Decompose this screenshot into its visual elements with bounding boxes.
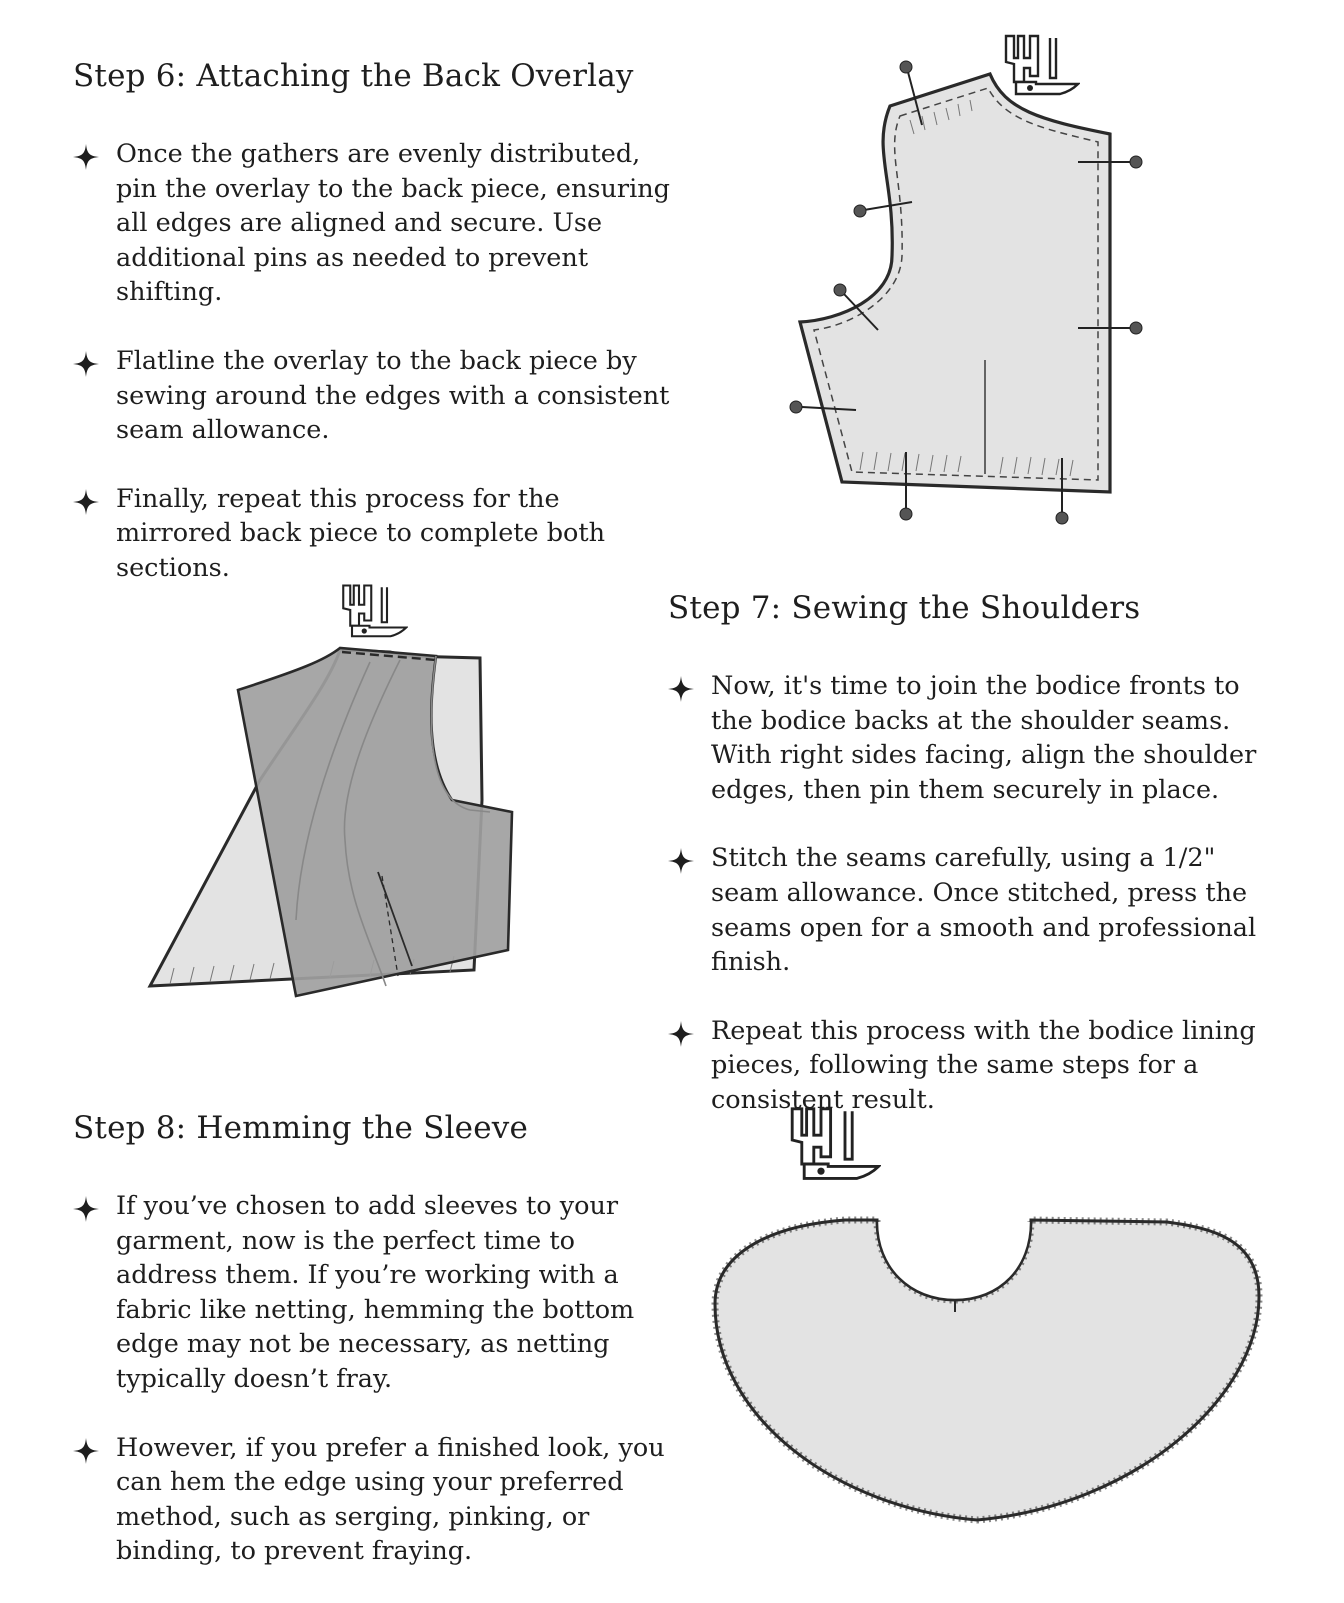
bullet-text: If you’ve chosen to add sleeves to your garment, now is the perfect time to address them. If you’re working with a fabric like netting, hemming the bottom edge may not be necessary, as netting typically doesn’t fray. [116,1191,635,1394]
four-point-star-icon [668,676,694,702]
four-point-star-icon [73,1196,99,1222]
step-7-bullet-2 [668,841,1268,979]
back-overlay-illustration [800,30,1180,550]
step-8-title: Step 8: Hemming the Sleeve [73,1110,529,1146]
step-7-bullet-3 [668,1014,1268,1118]
sewing-presser-foot-icon [1006,36,1078,94]
step-7-bullet-1 [668,669,1268,807]
step-8-bullet-1 [73,1189,673,1397]
step-8-bullet-list [73,1189,673,1569]
step-7-section [668,590,1268,1152]
bullet-text: However, if you prefer a finished look, you can hem the edge using your preferred method, such as serging, pinking, or binding, to prevent fraying. [116,1432,665,1567]
step-6-bullet-2 [73,344,673,448]
sleeve-hem-illustration [705,1118,1265,1548]
four-point-star-icon [73,351,99,377]
step-6-title: Step 6: Attaching the Back Overlay [73,58,634,94]
step-6-bullet-3 [73,482,673,586]
four-point-star-icon [73,489,99,515]
step-8-bullet-2 [73,1431,673,1569]
four-point-star-icon [668,1021,694,1047]
sewing-presser-foot-icon [792,1109,878,1179]
bullet-text: Finally, repeat this process for the mirrored back piece to complete both sections. [116,483,606,583]
bullet-text: Now, it's time to join the bodice fronts to the bodice backs at the shoulder seams. With right sides facing, align the shoulder edges, then pin them securely in place. [711,671,1257,805]
step-7-bullet-list [668,669,1268,1118]
four-point-star-icon [668,848,694,874]
bullet-text: Flatline the overlay to the back piece by sewing around the edges with a consistent seam allowance. [116,345,670,446]
four-point-star-icon [73,1438,99,1464]
bullet-text: Repeat this process with the bodice lining pieces, following the same steps for a consistent result. [711,1015,1256,1115]
shoulder-seam-illustration [150,600,530,1000]
four-point-star-icon [73,144,99,170]
step-6-bullet-1 [73,137,673,310]
bullet-text: Stitch the seams carefully, using a 1/2" seam allowance. Once stitched, press the seams open for a smooth and professional finish. [711,843,1257,978]
step-6-section [73,58,673,620]
step-7-title: Step 7: Sewing the Shoulders [668,590,1141,626]
step-6-bullet-list [73,137,673,586]
bullet-text: Once the gathers are evenly distributed, pin the overlay to the back piece, ensuring all edges are aligned and secure. Use additional pins as needed to prevent shifting. [116,139,670,308]
step-8-section [73,1110,673,1603]
